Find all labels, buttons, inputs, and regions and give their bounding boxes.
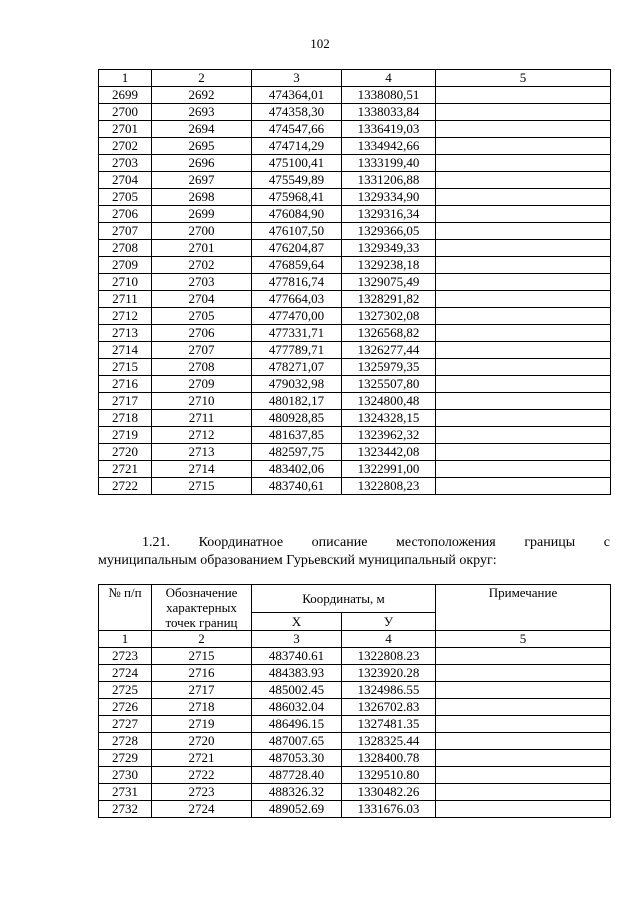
table-cell (436, 342, 611, 359)
table-cell: 2715 (152, 478, 252, 495)
table-cell (436, 750, 611, 767)
table-cell: 1327302,08 (342, 308, 436, 325)
table-cell: 2699 (152, 206, 252, 223)
header-number: № п/п (99, 585, 152, 631)
header-coordinates: Координаты, м (252, 585, 436, 613)
table-row (99, 172, 611, 189)
table-cell: 2709 (152, 376, 252, 393)
table-row (99, 478, 611, 495)
table-cell: 2704 (152, 291, 252, 308)
table-cell: 2716 (152, 665, 252, 682)
table-cell (436, 172, 611, 189)
table-cell: 2700 (152, 223, 252, 240)
header-cell: 5 (436, 70, 611, 87)
header-cell: 2 (152, 631, 252, 648)
table-row (99, 138, 611, 155)
table-cell: 2710 (152, 393, 252, 410)
table-cell (436, 461, 611, 478)
table-body (99, 87, 611, 495)
table-cell: 1324800,48 (342, 393, 436, 410)
table-cell: 2710 (99, 274, 152, 291)
table-cell: 2701 (99, 121, 152, 138)
table-cell: 2705 (152, 308, 252, 325)
table-cell: 1331206,88 (342, 172, 436, 189)
table-cell: 475100,41 (252, 155, 342, 172)
table-cell: 487007.65 (252, 733, 342, 750)
table-cell: 2708 (99, 240, 152, 257)
table-cell: 486032.04 (252, 699, 342, 716)
table-row (99, 291, 611, 308)
table-row (99, 699, 611, 716)
table-row (99, 87, 611, 104)
table-cell: 2721 (152, 750, 252, 767)
table-cell: 474547,66 (252, 121, 342, 138)
table-cell: 476859,64 (252, 257, 342, 274)
table-cell: 1322808.23 (342, 648, 436, 665)
table-cell: 474358,30 (252, 104, 342, 121)
table-row (99, 665, 611, 682)
table-cell: 475968,41 (252, 189, 342, 206)
table-cell: 2708 (152, 359, 252, 376)
table-cell: 483740,61 (252, 478, 342, 495)
table-row (99, 240, 611, 257)
section-heading-line: муниципальным образованием Гурьевский муниципальный округ: (98, 553, 497, 568)
header-x: X (252, 612, 342, 630)
table-cell: 2727 (99, 716, 152, 733)
table-cell: 2720 (99, 444, 152, 461)
table-row (99, 393, 611, 410)
coordinates-table-continued (98, 69, 611, 495)
table-row (99, 427, 611, 444)
table-cell: 488326.32 (252, 784, 342, 801)
table-cell: 2704 (99, 172, 152, 189)
table-cell: 1326702.83 (342, 699, 436, 716)
table-cell: 2701 (152, 240, 252, 257)
table-cell: 1334942,66 (342, 138, 436, 155)
table-cell: 2717 (152, 682, 252, 699)
table-cell: 2697 (152, 172, 252, 189)
table-cell: 2695 (152, 138, 252, 155)
table-cell: 2705 (99, 189, 152, 206)
table-cell: 2713 (152, 444, 252, 461)
table-cell (436, 648, 611, 665)
column-index-row (99, 70, 611, 87)
table-cell (436, 733, 611, 750)
table-cell: 1323920.28 (342, 665, 436, 682)
table-row (99, 274, 611, 291)
table-cell: 2722 (152, 767, 252, 784)
table-cell: 2720 (152, 733, 252, 750)
table-row (99, 444, 611, 461)
table-cell: 477470,00 (252, 308, 342, 325)
table-cell: 478271,07 (252, 359, 342, 376)
table-cell: 479032,98 (252, 376, 342, 393)
table-cell: 475549,89 (252, 172, 342, 189)
section-heading (98, 534, 610, 570)
table-cell: 2698 (152, 189, 252, 206)
table-cell: 2693 (152, 104, 252, 121)
table-cell: 487053.30 (252, 750, 342, 767)
table-row (99, 750, 611, 767)
table-cell (436, 682, 611, 699)
table-cell (436, 206, 611, 223)
table-cell (436, 325, 611, 342)
table-cell: 1330482.26 (342, 784, 436, 801)
table-cell: 2724 (99, 665, 152, 682)
table-cell: 476084,90 (252, 206, 342, 223)
table-cell: 480928,85 (252, 410, 342, 427)
table-cell: 2724 (152, 801, 252, 818)
header-cell: 3 (252, 631, 342, 648)
table-cell: 1327481.35 (342, 716, 436, 733)
table-cell: 2716 (99, 376, 152, 393)
table-body (99, 648, 611, 818)
header-y: У (342, 612, 436, 630)
table-cell: 1329334,90 (342, 189, 436, 206)
table-cell: 2719 (152, 716, 252, 733)
table-row (99, 784, 611, 801)
table-cell: 2721 (99, 461, 152, 478)
table-cell: 2729 (99, 750, 152, 767)
table-row (99, 733, 611, 750)
table-cell (436, 223, 611, 240)
table-cell: 2702 (99, 138, 152, 155)
table-row (99, 189, 611, 206)
table-cell (436, 767, 611, 784)
table-cell (436, 121, 611, 138)
coordinates-table (98, 584, 611, 818)
table-cell: 1329075,49 (342, 274, 436, 291)
table-cell: 1323442,08 (342, 444, 436, 461)
header-cell: 4 (342, 70, 436, 87)
column-index-row (99, 631, 611, 648)
table-cell (436, 240, 611, 257)
table-cell: 2707 (152, 342, 252, 359)
table-cell: 2728 (99, 733, 152, 750)
table-cell (436, 665, 611, 682)
table-cell (436, 393, 611, 410)
table-cell: 476107,50 (252, 223, 342, 240)
table-row (99, 257, 611, 274)
table-cell: 2707 (99, 223, 152, 240)
table-cell (436, 410, 611, 427)
table-cell (436, 274, 611, 291)
table-cell: 2713 (99, 325, 152, 342)
table-cell: 2709 (99, 257, 152, 274)
table-cell: 477664,03 (252, 291, 342, 308)
table-cell: 474364,01 (252, 87, 342, 104)
table-cell (436, 291, 611, 308)
table-cell: 1326568,82 (342, 325, 436, 342)
table-row (99, 410, 611, 427)
table-cell: 1322991,00 (342, 461, 436, 478)
table-row (99, 121, 611, 138)
table-cell: 474714,29 (252, 138, 342, 155)
header-cell: 1 (99, 631, 152, 648)
table-row (99, 359, 611, 376)
table-cell: 1323962,32 (342, 427, 436, 444)
table-row (99, 342, 611, 359)
table-cell (436, 716, 611, 733)
table-cell: 1329510.80 (342, 767, 436, 784)
table-cell: 1329238,18 (342, 257, 436, 274)
table-cell: 477331,71 (252, 325, 342, 342)
header-point-designation: Обозначение характерных точек границ (152, 585, 252, 631)
table-cell: 480182,17 (252, 393, 342, 410)
table-cell: 1328291,82 (342, 291, 436, 308)
table-cell: 1322808,23 (342, 478, 436, 495)
table-cell (436, 801, 611, 818)
header-cell: 1 (99, 70, 152, 87)
table-cell: 2725 (99, 682, 152, 699)
table-cell (436, 478, 611, 495)
table-cell (436, 257, 611, 274)
table-cell: 477789,71 (252, 342, 342, 359)
table-row (99, 206, 611, 223)
page-number: 102 (310, 36, 330, 51)
header-note: Примечание (436, 585, 611, 631)
table-row (99, 155, 611, 172)
table-cell: 2714 (99, 342, 152, 359)
table-cell: 2712 (152, 427, 252, 444)
table-cell: 1328400.78 (342, 750, 436, 767)
table-row (99, 104, 611, 121)
table-cell: 483402,06 (252, 461, 342, 478)
table-cell: 2718 (99, 410, 152, 427)
table-cell: 1333199,40 (342, 155, 436, 172)
table-cell: 2726 (99, 699, 152, 716)
table-row (99, 223, 611, 240)
table-cell: 1324986.55 (342, 682, 436, 699)
table-header-row (99, 585, 611, 613)
table-cell: 2711 (99, 291, 152, 308)
table-row (99, 767, 611, 784)
table-cell: 1325507,80 (342, 376, 436, 393)
table-row (99, 325, 611, 342)
table-cell: 1336419,03 (342, 121, 436, 138)
table-cell (436, 155, 611, 172)
table-cell (436, 444, 611, 461)
table-cell: 2696 (152, 155, 252, 172)
table-cell: 2694 (152, 121, 252, 138)
table-cell (436, 87, 611, 104)
table-cell (436, 427, 611, 444)
table-cell: 2718 (152, 699, 252, 716)
table-cell: 484383.93 (252, 665, 342, 682)
table-cell (436, 308, 611, 325)
table-cell: 485002.45 (252, 682, 342, 699)
table-row (99, 376, 611, 393)
table-row (99, 461, 611, 478)
table-row (99, 648, 611, 665)
table-cell: 2703 (99, 155, 152, 172)
table-cell: 2715 (99, 359, 152, 376)
table-cell: 2700 (99, 104, 152, 121)
table-cell: 2711 (152, 410, 252, 427)
table-cell: 2730 (99, 767, 152, 784)
section-heading-line: 1.21. Координатное описание местоположения границы с (142, 535, 610, 550)
table-cell: 1326277,44 (342, 342, 436, 359)
table-cell: 483740.61 (252, 648, 342, 665)
table-cell: 2699 (99, 87, 152, 104)
table-cell: 487728.40 (252, 767, 342, 784)
table-cell: 481637,85 (252, 427, 342, 444)
table-cell: 2714 (152, 461, 252, 478)
table-cell: 2712 (99, 308, 152, 325)
table-cell: 482597,75 (252, 444, 342, 461)
table-cell: 2731 (99, 784, 152, 801)
table-cell: 2702 (152, 257, 252, 274)
table-cell: 2706 (152, 325, 252, 342)
table-cell: 486496.15 (252, 716, 342, 733)
table-cell (436, 189, 611, 206)
table-cell: 2732 (99, 801, 152, 818)
header-cell: 2 (152, 70, 252, 87)
table-cell: 489052.69 (252, 801, 342, 818)
table-cell (436, 138, 611, 155)
table-row (99, 682, 611, 699)
table-cell: 1325979,35 (342, 359, 436, 376)
table-cell: 1329349,33 (342, 240, 436, 257)
table-cell: 2723 (152, 784, 252, 801)
table-cell: 2723 (99, 648, 152, 665)
header-cell: 4 (342, 631, 436, 648)
table-cell: 2715 (152, 648, 252, 665)
table-cell: 1338080,51 (342, 87, 436, 104)
table-cell: 1328325.44 (342, 733, 436, 750)
header-cell: 3 (252, 70, 342, 87)
table-cell: 1338033,84 (342, 104, 436, 121)
table-cell: 1324328,15 (342, 410, 436, 427)
table-cell (436, 699, 611, 716)
table-cell (436, 104, 611, 121)
table-cell: 2703 (152, 274, 252, 291)
table-cell: 476204,87 (252, 240, 342, 257)
table-cell: 2717 (99, 393, 152, 410)
table-cell: 1329366,05 (342, 223, 436, 240)
table-cell (436, 376, 611, 393)
table-cell: 2706 (99, 206, 152, 223)
table-cell: 1331676.03 (342, 801, 436, 818)
table-cell: 2722 (99, 478, 152, 495)
table-row (99, 716, 611, 733)
table-cell: 2692 (152, 87, 252, 104)
table-row (99, 308, 611, 325)
table-row (99, 801, 611, 818)
table-cell (436, 359, 611, 376)
header-cell: 5 (436, 631, 611, 648)
table-cell: 1329316,34 (342, 206, 436, 223)
table-cell: 477816,74 (252, 274, 342, 291)
table-cell (436, 784, 611, 801)
table-cell: 2719 (99, 427, 152, 444)
